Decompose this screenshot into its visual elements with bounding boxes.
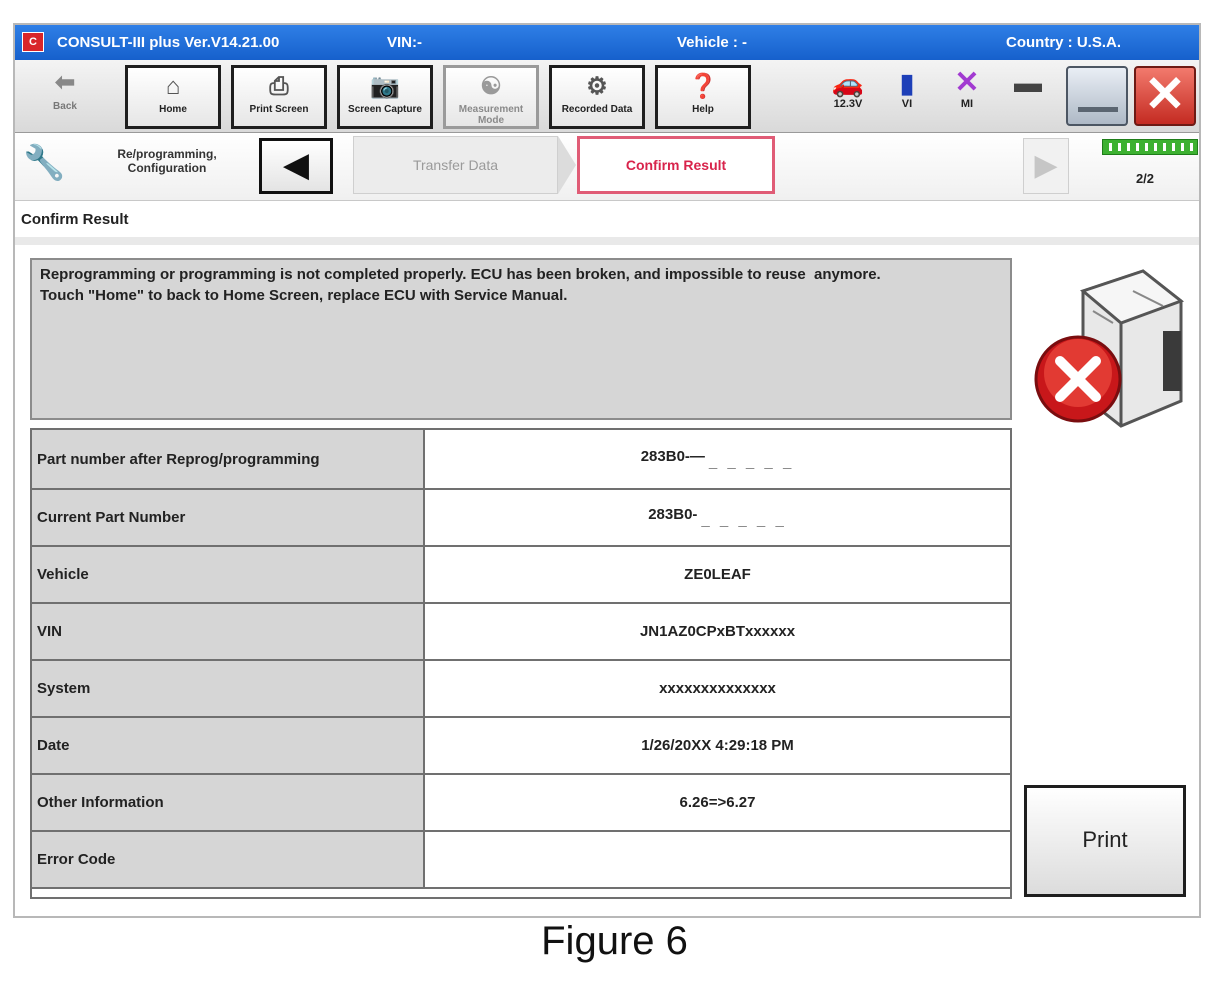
close-button[interactable] — [1134, 66, 1196, 126]
help-button[interactable] — [655, 65, 751, 129]
connector-icon: ▬ — [1014, 67, 1042, 98]
table-row — [31, 546, 1011, 603]
connector-status — [1005, 68, 1051, 98]
measurement-mode-button[interactable] — [443, 65, 539, 129]
step-transfer-data[interactable]: Transfer Data — [353, 136, 558, 194]
row-label-other-information: Other Information — [31, 774, 424, 831]
progress-segment — [1163, 143, 1166, 151]
row-value-date: 1/26/20XX 4:29:18 PM — [424, 717, 1011, 774]
current-part-number-suffix: _ _ _ _ _ — [701, 512, 787, 529]
result-table — [30, 428, 1012, 889]
vin-status: VIN:- — [387, 34, 422, 51]
toolbar — [15, 60, 1199, 133]
mi-label: MI — [960, 98, 974, 110]
progress-segment — [1118, 143, 1121, 151]
table-scroll-edge — [30, 889, 1012, 899]
row-value-error-code — [424, 831, 1011, 888]
vi-device-icon: ▮ — [899, 68, 915, 98]
progress-bar — [1102, 139, 1198, 155]
right-triangle-icon: ▶ — [1034, 149, 1058, 182]
part-number-after-suffix: _ _ _ _ _ — [708, 453, 795, 471]
error-message-line-2: Touch "Home" to back to Home Screen, replace ECU with Service Manual. — [40, 287, 568, 304]
minimize-button[interactable] — [1066, 66, 1128, 126]
table-row — [31, 774, 1011, 831]
consult-logo-icon: C — [22, 32, 44, 52]
step-confirm-result[interactable]: Confirm Result — [577, 136, 775, 194]
progress-segment — [1181, 143, 1184, 151]
current-part-number-value: 283B0- — [648, 506, 698, 523]
row-value-part-number-after — [424, 429, 1011, 489]
vi-status — [887, 68, 927, 110]
home-label: Home — [159, 104, 187, 115]
home-button[interactable] — [125, 65, 221, 129]
page-title: Confirm Result — [21, 211, 129, 228]
table-row — [31, 831, 1011, 888]
mi-status — [947, 68, 987, 110]
title-bar — [15, 25, 1199, 60]
battery-voltage: 12.3V — [833, 98, 863, 110]
row-label-current-part-number: Current Part Number — [31, 489, 424, 546]
row-label-date: Date — [31, 717, 424, 774]
progress-segment — [1172, 143, 1175, 151]
car-battery-icon: 🚗 — [831, 68, 865, 98]
error-message-box — [30, 258, 1012, 420]
step-count: 2/2 — [1135, 171, 1155, 186]
back-button[interactable] — [35, 68, 95, 126]
printer-icon: ⎙ — [269, 73, 289, 100]
measurement-mode-label: Measurement Mode — [458, 104, 524, 126]
row-label-vehicle: Vehicle — [31, 546, 424, 603]
back-label: Back — [53, 101, 77, 112]
close-icon: ✕ — [1144, 66, 1186, 122]
recorded-data-icon: ⚙ — [586, 73, 608, 100]
vehicle-status: Vehicle : - — [677, 34, 748, 51]
row-label-vin: VIN — [31, 603, 424, 660]
error-message-line-1: Reprogramming or programming is not completed properly. ECU has been broken, and impossible to reuse anymore. — [40, 266, 881, 283]
table-row — [31, 489, 1011, 546]
row-label-part-number-after: Part number after Reprog/programming — [31, 429, 424, 489]
screen-capture-button[interactable] — [337, 65, 433, 129]
print-screen-label: Print Screen — [249, 104, 309, 115]
print-button[interactable]: Print — [1024, 785, 1186, 897]
help-icon: ❓ — [688, 73, 718, 100]
screen-capture-label: Screen Capture — [348, 104, 422, 115]
recorded-data-label: Recorded Data — [561, 104, 633, 115]
row-label-system: System — [31, 660, 424, 717]
row-value-current-part-number — [424, 489, 1011, 546]
error-x-icon — [1036, 337, 1120, 421]
battery-status — [815, 68, 881, 110]
broken-ecu-icon — [1023, 261, 1193, 431]
progress-segment — [1136, 143, 1139, 151]
measurement-icon: ☯ — [480, 73, 502, 100]
step-arrow-icon — [558, 136, 576, 194]
camera-icon: 📷 — [370, 73, 400, 100]
table-row — [31, 429, 1011, 489]
recorded-data-button[interactable] — [549, 65, 645, 129]
app-title: CONSULT-III plus Ver.V14.21.00 — [57, 34, 280, 51]
table-row — [31, 603, 1011, 660]
figure-caption: Figure 6 — [541, 919, 688, 963]
home-icon: ⌂ — [165, 73, 181, 100]
minimize-icon — [1078, 107, 1118, 112]
vi-label: VI — [901, 98, 913, 110]
print-screen-button[interactable] — [231, 65, 327, 129]
previous-step-button[interactable] — [259, 138, 333, 194]
row-value-other-information: 6.26=>6.27 — [424, 774, 1011, 831]
left-triangle-icon: ◀ — [282, 146, 310, 184]
reprogramming-icon: 🔧 — [23, 144, 66, 182]
progress-segment — [1190, 143, 1193, 151]
next-step-button[interactable] — [1023, 138, 1069, 194]
step-navigation — [15, 133, 1199, 201]
row-label-error-code: Error Code — [31, 831, 424, 888]
progress-segment — [1154, 143, 1157, 151]
part-number-after-value: 283B0-— — [640, 447, 705, 465]
country-status: Country : U.S.A. — [1006, 34, 1121, 51]
consult-window — [13, 23, 1201, 918]
help-label: Help — [692, 104, 714, 115]
back-arrow-icon: ⬅ — [54, 69, 76, 96]
divider — [15, 237, 1199, 245]
mi-disconnected-icon: ✕ — [954, 66, 980, 99]
progress-segment — [1145, 143, 1148, 151]
progress-segment — [1109, 143, 1112, 151]
table-row — [31, 660, 1011, 717]
row-value-vin: JN1AZ0CPxBTxxxxxx — [424, 603, 1011, 660]
reprogramming-label: Re/programming, Configuration — [117, 147, 217, 175]
table-row — [31, 717, 1011, 774]
row-value-vehicle: ZE0LEAF — [424, 546, 1011, 603]
row-value-system: xxxxxxxxxxxxxx — [424, 660, 1011, 717]
progress-segment — [1127, 143, 1130, 151]
